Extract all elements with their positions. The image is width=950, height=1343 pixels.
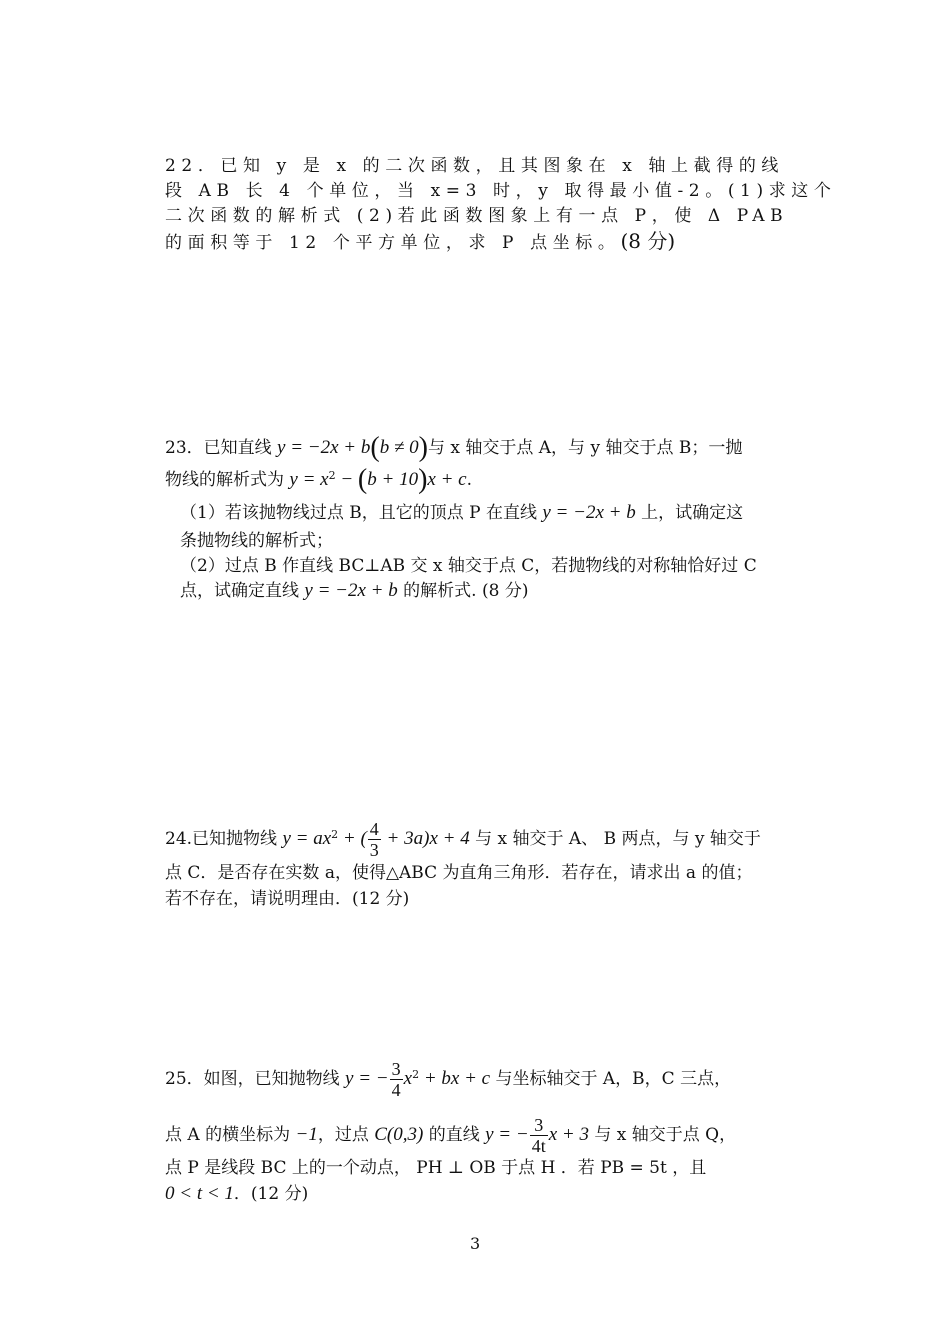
q25-eq-part-3: + bx + c [419, 1068, 491, 1089]
q23-part-2-cont [180, 580, 528, 602]
q23-part-2-text-b: 的解析式. (8 分) [397, 581, 529, 601]
q23-text-b: 与 x 轴交于点 A，与 y 轴交于点 B；一抛 [427, 438, 743, 458]
q22-line-2: 段 AB 长 4 个单位，当 x=3 时，y 取得最小值-2。(1)求这个 [165, 181, 837, 201]
q25-eq-part-2: x [403, 1068, 413, 1089]
q24-line-3: 若不存在，请说明理由．(12 分) [165, 889, 410, 909]
q25-point-c: C(0,3) [374, 1124, 424, 1145]
q25-value: −1 [295, 1124, 318, 1145]
q24-text-b: 与 x 轴交于 A、 B 两点，与 y 轴交于 [469, 829, 761, 849]
q25-eq-part-1: y = − [345, 1068, 389, 1089]
q23-text-a: 23．已知直线 [165, 438, 278, 458]
q22-line-1: 22．已知 y 是 x 的二次函数，且其图象在 x 轴上截得的线 [165, 156, 785, 176]
q22-line-3: 二次函数的解析式 (2)若此函数图象上有一点 P，使 Δ PAB [165, 206, 789, 226]
q23-parabola-part-2: − [335, 469, 358, 490]
q25-text-c: 点 A 的横坐标为 [165, 1125, 296, 1145]
q25-inequality: 0 < t < 1 [165, 1183, 234, 1204]
q25-line-1 [165, 1059, 731, 1100]
q25-text-a: 25．如图，已知抛物线 [165, 1069, 346, 1089]
q22-text: 的面积等于 12 个平方单位，求 P 点坐标。 [165, 233, 621, 253]
q24-eq-part-2: + ( [338, 828, 367, 849]
q23-parabola-part-1: y = x [289, 469, 329, 490]
q24-line-2: 点 C．是否存在实数 a，使得△ABC 为直角三角形．若存在，请求出 a 的值； [165, 863, 753, 883]
q23-part-1-equation: y = −2x + b [542, 502, 636, 523]
q25-line-eq-part-1: y = − [485, 1124, 529, 1145]
q25-line-3: 点 P 是线段 BC 上的一个动点， PH ⊥ OB 于点 H ．若 PB = 5t ，且 [165, 1158, 707, 1178]
q25-text-d: ，过点 [317, 1125, 375, 1145]
q24-eq-part-3: + 3a)x + 4 [381, 828, 470, 849]
q23-part-2-text-a: 点，试确定直线 [180, 581, 305, 601]
q25-fraction-2: $\frac{3}{4t}$ [531, 1115, 546, 1156]
q23-line-equation: y = −2x + b [277, 437, 371, 458]
q23-period: . [466, 470, 472, 490]
q25-line-2 [165, 1115, 736, 1156]
q23-text-c: 物线的解析式为 [165, 470, 290, 490]
q23-parabola-part-3: b + 10 [367, 469, 419, 490]
q25-line-eq-part-2: x + 3 [548, 1124, 589, 1145]
q25-fraction-1: $\frac{3}{4}$ [391, 1059, 401, 1100]
q23-part-1 [180, 502, 743, 524]
q25-line-4 [165, 1183, 308, 1205]
q23-part-1-cont: 条抛物线的解析式； [180, 531, 333, 551]
q25-text-f: 与 x 轴交于点 Q， [588, 1125, 737, 1145]
q23-parabola-part-4: x + c [427, 469, 467, 490]
q24-line-1 [165, 819, 761, 860]
q23-part-2: （2）过点 B 作直线 BC⊥AB 交 x 轴交于点 C，若抛物线的对称轴恰好过 C [180, 556, 757, 576]
q23-part-2-equation: y = −2x + b [304, 580, 398, 601]
q23-line-2: 物线的解析式为 $y = x^2 - (b + 10)x + c$. [165, 464, 472, 495]
q22-line-4 [165, 230, 675, 254]
q23-part-1-text-a: （1）若该抛物线过点 B，且它的顶点 P 在直线 [180, 503, 543, 523]
q23-part-1-text-b: 上，试确定这 [635, 503, 744, 523]
page-number: 3 [470, 1234, 481, 1253]
q25-text-b: 与坐标轴交于 A，B，C 三点， [490, 1069, 732, 1089]
q24-eq-part-1: y = ax [282, 828, 332, 849]
q24-text-a: 24.已知抛物线 [165, 829, 283, 849]
q23-line-1: 23．已知直线 y = −2x + b(b ≠ 0)与 x 轴交于点 A，与 y 轴交于点 B；一抛 [165, 432, 743, 463]
q25-text-e: 的直线 [423, 1125, 486, 1145]
q23-exponent: 2 [328, 469, 336, 482]
q22-score: (8 分) [620, 229, 676, 253]
q25-score: ．(12 分) [233, 1184, 309, 1204]
q25-exponent: 2 [412, 1068, 420, 1081]
q24-fraction: $\frac{4}{3}$ [369, 819, 379, 860]
q23-condition: b ≠ 0 [379, 437, 419, 458]
q24-exponent: 2 [331, 828, 339, 841]
